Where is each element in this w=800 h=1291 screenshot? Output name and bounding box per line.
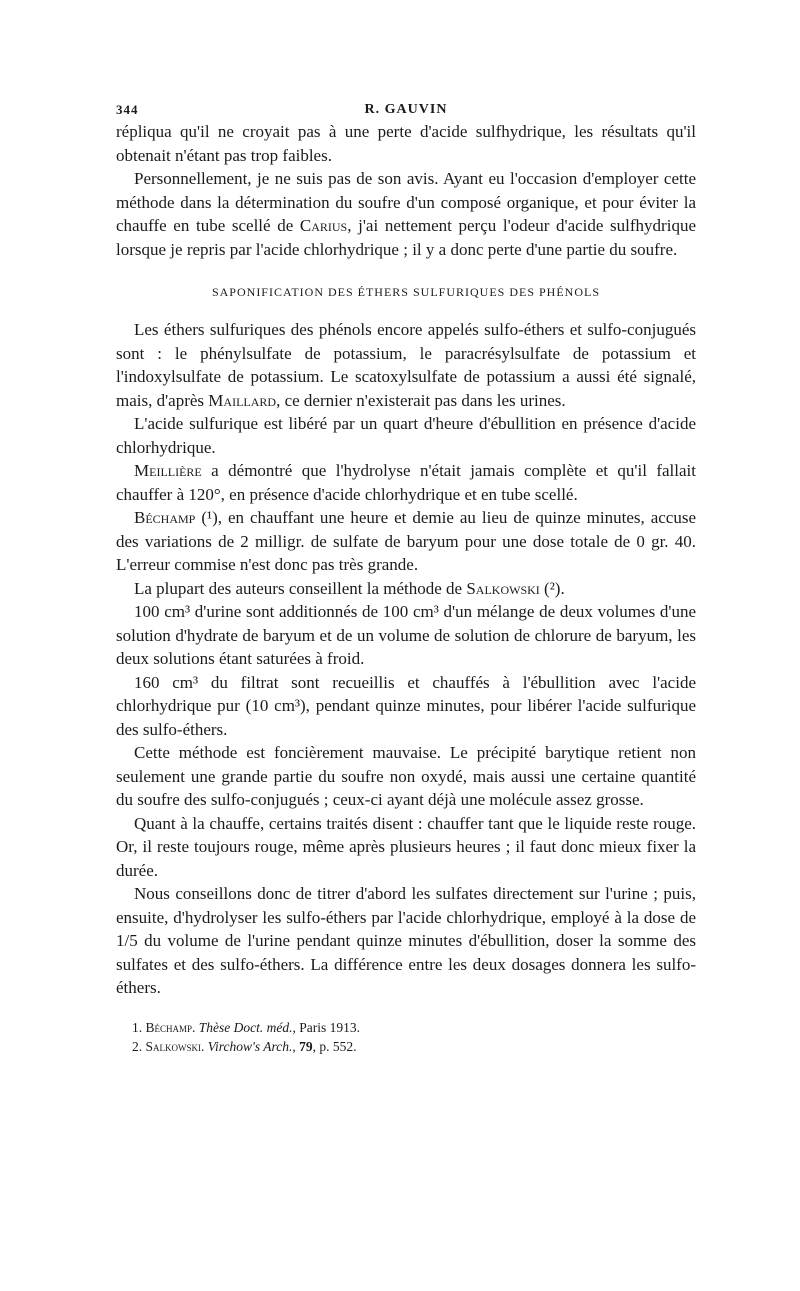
- paragraph: Cette méthode est foncièrement mauvaise. Le précipité barytique retient non seulement une grande partie du soufre non oxydé, mais aussi une certaine quantité du soufre des sulfo-conjugués ; ceux-ci ayant déjà une molécule assez grosse.: [116, 743, 696, 809]
- paragraph: Quant à la chauffe, certains traités disent : chauffer tant que le liquide reste rouge. Or, il reste toujours rouge, même après plusieurs heures ; il faut donc mieux fixer la durée.: [116, 813, 696, 880]
- paragraph: 100 cm³ d'urine sont additionnés de 100 cm³ d'un mélange de deux volumes d'une solution d'hydrate de baryum et de un volume de solution de chlorure de baryum, les deux solutions étant saturées à froid.: [116, 602, 696, 668]
- footnote-ref: (¹): [201, 508, 218, 527]
- paragraph: Béchamp (¹), en chauffant une heure et demie au lieu de quinze minutes, accuse des variations de 2 milligr. de sulfate de baryum pour une dose totale de 0 gr. 40. L'erreur commise n'est donc pas très grande.: [116, 508, 696, 574]
- paragraph: Nous conseillons donc de titrer d'abord les sulfates directement sur l'urine ; puis, ensuite, d'hydrolyser les sulfo-éthers par l'acide chlorhydrique, employé à la dose de 1/5 du volume de l'urine pendant quinze minutes d'ébullition, doser la somme des sulfates et des sulfo-éthers. La différence entre les deux dosages donnera les sulfo-éthers.: [116, 884, 696, 997]
- author-name: Béchamp: [134, 508, 196, 527]
- footnotes: [132, 1018, 696, 1056]
- page-body: [116, 120, 696, 1000]
- page-number: 344: [116, 102, 139, 117]
- author-name: Salkowski: [466, 578, 540, 598]
- paragraph: Les éthers sulfuriques des phénols encore appelés sulfo-éthers et sulfo-conjugués sont : le phénylsulfate de potassium, le paracrésylsulfate de potassium et l'indoxylsulfate de potassium. Le scatoxylsulfate de potassium a aussi été signalé, mais, d'après Maillard, ce dernier n'existerait pas dans les urines.: [116, 320, 696, 410]
- author-name: Maillard: [208, 390, 277, 410]
- author-name: Carius: [299, 216, 348, 235]
- paragraph: Meillière a démontré que l'hydrolyse n'était jamais complète et qu'il fallait chauffer à 120°, en présence d'acide chlorhydrique et en tube scellé.: [116, 461, 696, 504]
- section-heading: SAPONIFICATION DES ÉTHERS SULFURIQUES DES PHÉNOLS: [211, 285, 601, 299]
- paragraph: répliqua qu'il ne croyait pas à une perte d'acide sulfhydrique, les résultats qu'il obtenait n'étant pas trop faibles.: [116, 122, 696, 165]
- paragraph: 160 cm³ du filtrat sont recueillis et chauffés à l'ébullition avec l'acide chlorhydrique pur (10 cm³), pendant quinze minutes, pour libérer l'acide sulfurique des sulfo-éthers.: [116, 672, 696, 739]
- paragraph: La plupart des auteurs conseillent la méthode de Salkowski (²).: [134, 578, 565, 598]
- running-title: R. GAUVIN: [364, 102, 448, 117]
- paragraph: L'acide sulfurique est libéré par un quart d'heure d'ébullition en présence d'acide chlorhydrique.: [116, 414, 696, 457]
- footnote: 2. Salkowski. Virchow's Arch., 79, p. 552.: [132, 1038, 357, 1054]
- paragraph: Personnellement, je ne suis pas de son avis. Ayant eu l'occasion d'employer cette méthode dans la détermination du soufre d'un composé organique, et pour éviter la chauffe en tube scellé de Carius, j'ai nettement perçu l'odeur d'acide sulfhydrique lorsque je repris par l'acide chlorhydrique ; il y a donc perte d'une partie du soufre.: [116, 169, 696, 259]
- running-header: [116, 96, 696, 120]
- footnote: 1. Béchamp. Thèse Doct. méd., Paris 1913.: [132, 1019, 360, 1035]
- author-name: Meillière: [134, 461, 202, 480]
- page: [116, 96, 696, 1056]
